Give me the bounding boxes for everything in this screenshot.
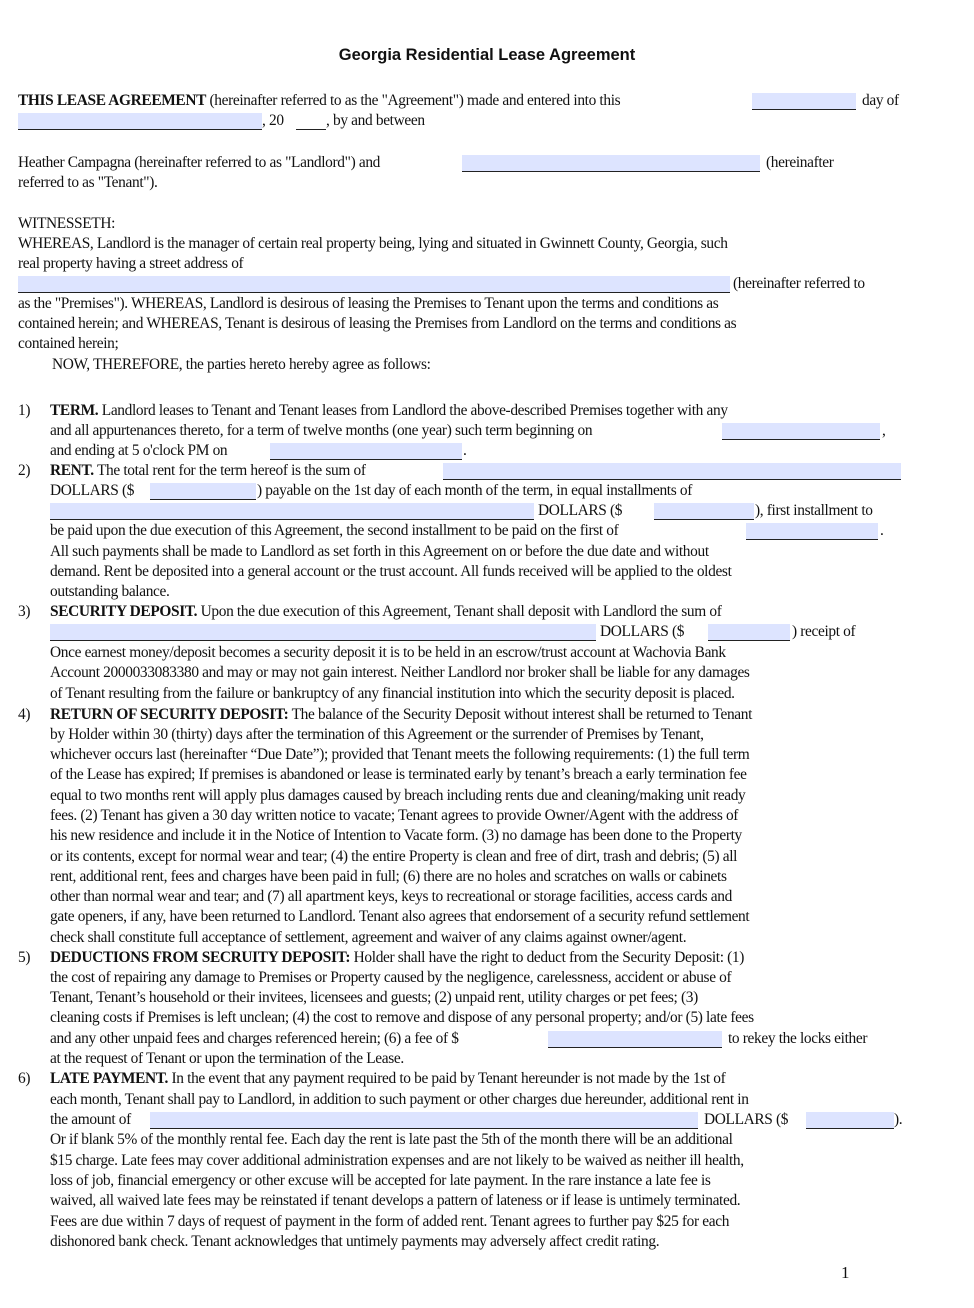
section-1-number: 1) bbox=[18, 402, 31, 419]
section-5-label: DEDUCTIONS FROM SECRUITY DEPOSIT: bbox=[50, 949, 351, 966]
section-2-dollars-1: DOLLARS ($ bbox=[50, 482, 135, 499]
section-6-line-2: each month, Tenant shall pay to Landlord, in addition to such payment or other charges due hereunder, additional rent in bbox=[50, 1091, 749, 1108]
section-3-label: SECURITY DEPOSIT. bbox=[50, 603, 198, 620]
witness-line-2: real property having a street address of bbox=[18, 255, 244, 272]
section-5-line-6: at the request of Tenant or upon the termination of the Lease. bbox=[50, 1050, 404, 1067]
page-number: 1 bbox=[841, 1263, 850, 1282]
section-3-receipt: ) receipt of bbox=[792, 623, 856, 640]
section-2-line-7: outstanding balance. bbox=[50, 583, 170, 600]
section-1-line-2: and all appurtenances thereto, for a term of twelve months (one year) such term beginning on bbox=[50, 422, 593, 439]
section-4-line: his new residence and include it in the Notice of Intention to Vacate form. (3) no damage has been done to the Property bbox=[50, 827, 742, 844]
premises-address-field[interactable] bbox=[18, 276, 730, 293]
term-end-date-field[interactable] bbox=[270, 443, 462, 460]
section-6-dollars: DOLLARS ($ bbox=[704, 1111, 789, 1128]
section-5-line-5-end: to rekey the locks either bbox=[728, 1030, 868, 1047]
agreement-year-field[interactable] bbox=[296, 113, 326, 130]
section-6-amount-label: the amount of bbox=[50, 1111, 131, 1128]
intro-year-prefix: , 20 bbox=[262, 112, 284, 129]
witness-line-1: WHEREAS, Landlord is the manager of certain real property being, lying and situated in Gwinnett County, Georgia, such bbox=[18, 235, 728, 252]
section-3-line-5: of Tenant resulting from the failure or bankruptcy of any financial institution into which the security deposit is placed. bbox=[50, 685, 735, 702]
total-rent-amount-field[interactable] bbox=[150, 483, 256, 500]
section-4-line: of the Lease has expired; If premises is abandoned or lease is terminated early by tenant’s breach a early termination fee bbox=[50, 766, 747, 783]
section-4-line: gate openers, if any, have been returned to Landlord. Tenant also agrees that endorsement of a security refund settlement bbox=[50, 908, 750, 925]
section-2-line-4: be paid upon the due execution of this Agreement, the second installment to be paid on the first of bbox=[50, 522, 619, 539]
section-5-line-5: and any other unpaid fees and charges referenced herein; (6) a fee of $ bbox=[50, 1030, 459, 1047]
section-6-line: waived, all waived late fees may be reinstated if tenant develops a pattern of lateness or if lease is untimely terminated. bbox=[50, 1192, 741, 1209]
section-5-number: 5) bbox=[18, 949, 31, 966]
section-2-period: . bbox=[880, 522, 884, 539]
deposit-words-field[interactable] bbox=[50, 624, 596, 641]
section-3-dollars: DOLLARS ($ bbox=[600, 623, 685, 640]
section-4-line-1: RETURN OF SECURITY DEPOSIT: The balance of the Security Deposit without interest shall be returned to Tenant bbox=[50, 706, 753, 723]
witness-line-5: contained herein; and WHEREAS, Tenant is desirous of leasing the Premises from Landlord on the terms and conditions as bbox=[18, 315, 737, 332]
section-5-line-1: DEDUCTIONS FROM SECRUITY DEPOSIT: Holder shall have the right to deduct from the Security Deposit: (1) bbox=[50, 949, 745, 966]
section-6-line: $15 charge. Late fees may cover additional administration expenses and are not likely to be waived as neither ill health, bbox=[50, 1152, 744, 1169]
section-4-number: 4) bbox=[18, 706, 31, 723]
section-2-line-2: ) payable on the 1st day of each month of the term, in equal installments of bbox=[257, 482, 692, 499]
section-1-line-1: TERM. Landlord leases to Tenant and Tenant leases from Landlord the above-described Premises together with any bbox=[50, 402, 728, 419]
section-5-line-3: Tenant, Tenant’s household or their invitees, licensees and guests; (2) unpaid rent, utility charges or pet fees; (3) bbox=[50, 989, 698, 1006]
section-4-line: whichever occurs last (hereinafter “Due Date”); provided that Tenant meets the following requirements: (1) the full term bbox=[50, 746, 750, 763]
section-3-line-1: SECURITY DEPOSIT. Upon the due execution of this Agreement, Tenant shall deposit with Landlord the sum of bbox=[50, 603, 722, 620]
section-5-line-2: the cost of repairing any damage to Premises or Property caused by the negligence, carelessness, accident or abuse of bbox=[50, 969, 732, 986]
section-1-label: TERM. bbox=[50, 402, 99, 419]
intro-label: THIS LEASE AGREEMENT bbox=[18, 92, 207, 109]
rekey-fee-field[interactable] bbox=[548, 1031, 722, 1048]
witness-line-3-end: (hereinafter referred to bbox=[733, 275, 865, 292]
installment-amount-field[interactable] bbox=[654, 503, 754, 520]
section-1-comma: , bbox=[882, 422, 886, 439]
section-4-line: other than normal wear and tear; and (7) all apartment keys, keys to recreational or storage facilities, access cards and bbox=[50, 888, 732, 905]
intro-by-and-between: , by and between bbox=[326, 112, 425, 129]
section-2-line-6: demand. Rent be deposited into a general account or the trust account. All funds received will be applied to the oldest bbox=[50, 563, 732, 580]
section-4-line: or its contents, except for normal wear and tear; (4) the entire Property is clean and free of dirt, trash and debris; (5) all bbox=[50, 848, 738, 865]
section-2-label: RENT. bbox=[50, 462, 94, 479]
section-3-line-3: Once earnest money/deposit becomes a security deposit it is to be held in an escrow/trust account at Wachovia Bank bbox=[50, 644, 726, 661]
intro-day-of: day of bbox=[862, 92, 899, 109]
section-6-line-1: LATE PAYMENT. In the event that any payment required to be paid by Tenant hereunder is not made by the 1st of bbox=[50, 1070, 726, 1087]
total-rent-words-field[interactable] bbox=[443, 463, 901, 480]
section-4-line: rent, additional rent, fees and charges have been paid in full; (6) there are no holes and scratches on walls or cabinets bbox=[50, 868, 727, 885]
late-fee-words-field[interactable] bbox=[150, 1112, 698, 1129]
intro-hereinafter: (hereinafter bbox=[766, 154, 834, 171]
section-2-dollars-2: DOLLARS ($ bbox=[538, 502, 623, 519]
witnesseth-heading: WITNESSETH: bbox=[18, 215, 116, 232]
section-6-line: Fees are due within 7 days of request of payment in the form of added rent. Tenant agrees to further pay $25 for each bbox=[50, 1213, 730, 1230]
section-2-line-1: RENT. The total rent for the term hereof is the sum of bbox=[50, 462, 366, 479]
section-2-number: 2) bbox=[18, 462, 31, 479]
section-2-line-5: All such payments shall be made to Landlord as set forth in this Agreement on or before the due date and without bbox=[50, 543, 709, 560]
term-start-date-field[interactable] bbox=[722, 423, 880, 440]
deposit-amount-field[interactable] bbox=[708, 624, 790, 641]
installment-words-field[interactable] bbox=[50, 503, 534, 520]
section-6-amount-end: ). bbox=[894, 1111, 903, 1128]
section-4-line: check shall constitute full acceptance of settlement, agreement and waiver of any claims against owner/agent. bbox=[50, 929, 687, 946]
intro-landlord-line: Heather Campagna (hereinafter referred to as "Landlord") and bbox=[18, 154, 381, 171]
intro-line-1: THIS LEASE AGREEMENT (hereinafter referred to as the "Agreement") made and entered into this bbox=[18, 92, 621, 109]
section-6-number: 6) bbox=[18, 1070, 31, 1087]
section-2-line-3-end: ), first installment to bbox=[755, 502, 873, 519]
intro-tenant-ref: referred to as "Tenant"). bbox=[18, 174, 158, 191]
second-installment-date-field[interactable] bbox=[746, 523, 878, 540]
witness-line-6: contained herein; bbox=[18, 335, 119, 352]
section-6-label: LATE PAYMENT. bbox=[50, 1070, 169, 1087]
witness-now-therefore: NOW, THEREFORE, the parties hereto hereby agree as follows: bbox=[52, 356, 431, 373]
section-4-line: by Holder within 30 (thirty) days after the termination of this Agreement or the surrender of Premises by Tenant, bbox=[50, 726, 704, 743]
section-1-line-3: and ending at 5 o'clock PM on bbox=[50, 442, 228, 459]
section-1-period: . bbox=[463, 442, 467, 459]
section-6-line: loss of job, financial emergency or other excuse will be accepted for late payment. In the rare instance a late fee is bbox=[50, 1172, 711, 1189]
witness-line-4: as the "Premises"). WHEREAS, Landlord is desirous of leasing the Premises to Tenant upon the terms and conditions as bbox=[18, 295, 719, 312]
section-5-line-4: cleaning costs if Premises is left unclean; (4) the cost to remove and dispose of any personal property; and/or (5) late fees bbox=[50, 1009, 754, 1026]
agreement-month-field[interactable] bbox=[18, 113, 262, 130]
section-3-line-4: Account 2000033083380 and may or may not gain interest. Neither Landlord nor broker shall be liable for any damages bbox=[50, 664, 750, 681]
section-6-line: dishonored bank check. Tenant acknowledges that untimely payments may adversely affect credit rating. bbox=[50, 1233, 660, 1250]
section-4-line: equal to two months rent will apply plus damages caused by breach including rents due and cleaning/making unit ready bbox=[50, 787, 746, 804]
document-title: Georgia Residential Lease Agreement bbox=[338, 46, 636, 64]
tenant-name-field[interactable] bbox=[462, 155, 760, 172]
late-fee-amount-field[interactable] bbox=[806, 1112, 894, 1129]
section-6-line: Or if blank 5% of the monthly rental fee. Each day the rent is late past the 5th of the month there will be an additional bbox=[50, 1131, 733, 1148]
section-4-line: fees. (2) Tenant has given a 30 day written notice to vacate; Tenant agrees to provide Owner/Agent with the address of bbox=[50, 807, 739, 824]
section-3-number: 3) bbox=[18, 603, 31, 620]
agreement-day-field[interactable] bbox=[752, 93, 856, 110]
section-4-label: RETURN OF SECURITY DEPOSIT: bbox=[50, 706, 289, 723]
